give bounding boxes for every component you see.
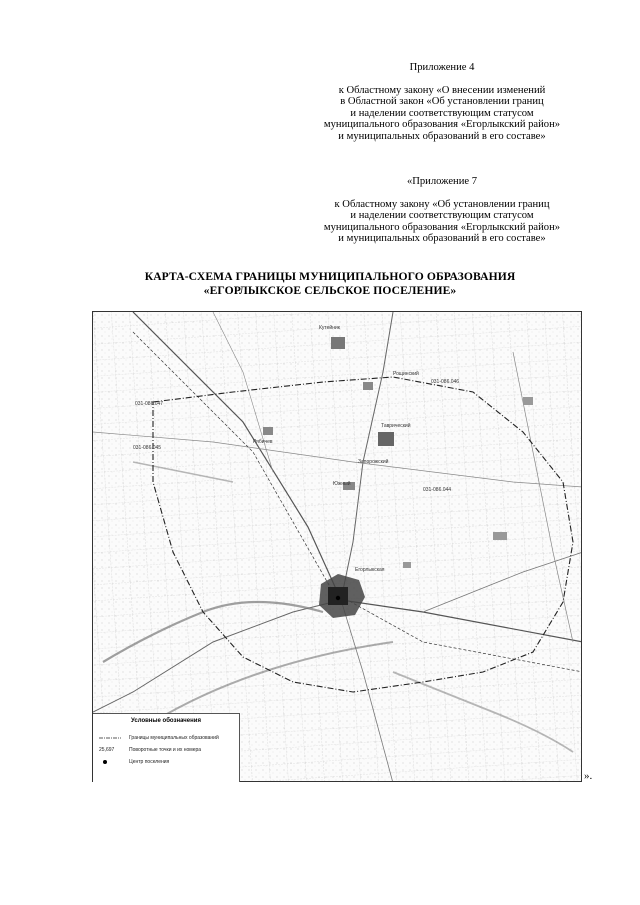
label-parcel: 031-086.047 xyxy=(135,401,164,407)
label-tavrichesky: Таврический xyxy=(381,423,411,429)
appendix-4-line: муниципального образования «Егорлыкский район» xyxy=(323,119,561,131)
label-parcel: 031-086.045 xyxy=(133,445,162,451)
map-legend xyxy=(93,713,240,782)
legend-point-number: 25,697 xyxy=(99,747,115,753)
map-title-line-2: «ЕГОРЛЫКСКОЕ СЕЛЬСКОЕ ПОСЕЛЕНИЕ» xyxy=(203,284,457,297)
appendix-7-line: и муниципальных образований в его составе» xyxy=(338,233,546,245)
label-egorlykskaya: Егорлыкская xyxy=(355,567,385,573)
label-zaporozhsky: Запорожский xyxy=(358,459,389,465)
map-title-line-1: КАРТА-СХЕМА ГРАНИЦЫ МУНИЦИПАЛЬНОГО ОБРАЗОВАНИЯ xyxy=(144,270,516,283)
legend-points-text: Поворотные точки и их номера xyxy=(129,747,202,753)
label-parcel: 031-086.046 xyxy=(431,379,460,385)
legend-title: Условные обозначения xyxy=(131,718,201,724)
label-parcel: 031-086.044 xyxy=(423,487,452,493)
appendix-7-line: муниципального образования «Егорлыкский район» xyxy=(323,221,561,233)
closing-quote-mark: ». xyxy=(584,770,593,782)
label-ryabichev: Рябичев xyxy=(253,439,273,445)
appendix-4-line: в Областной закон «Об установлении границ xyxy=(340,96,544,108)
appendix-7-header xyxy=(286,176,598,245)
legend-center-text: Центр поселения xyxy=(129,759,170,765)
appendix-4-header xyxy=(286,62,598,143)
appendix-4-line: и муниципальных образований в его составе» xyxy=(338,130,546,142)
appendix-4-line: и наделении соответствующим статусом xyxy=(350,107,534,119)
label-roshchinsky: Рощинский xyxy=(393,371,419,377)
appendix-7-line: и наделении соответствующим статусом xyxy=(350,210,534,222)
map-schema xyxy=(92,311,582,782)
appendix-4-label: Приложение 4 xyxy=(409,62,475,73)
legend-boundary-text: Границы муниципальных образований xyxy=(129,735,219,741)
label-kuzhel: Кутейник xyxy=(319,325,340,331)
appendix-7-line: к Областному закону «Об установлении границ xyxy=(334,198,550,210)
appendix-4-line: к Областному закону «О внесении изменений xyxy=(338,84,546,96)
map-drawing xyxy=(93,312,582,782)
settlement-center-icon xyxy=(99,758,121,766)
boundary-line-icon xyxy=(99,734,121,742)
map-title xyxy=(60,270,600,298)
label-yuzhny: Южный xyxy=(333,481,351,487)
appendix-7-label: «Приложение 7 xyxy=(406,176,478,187)
